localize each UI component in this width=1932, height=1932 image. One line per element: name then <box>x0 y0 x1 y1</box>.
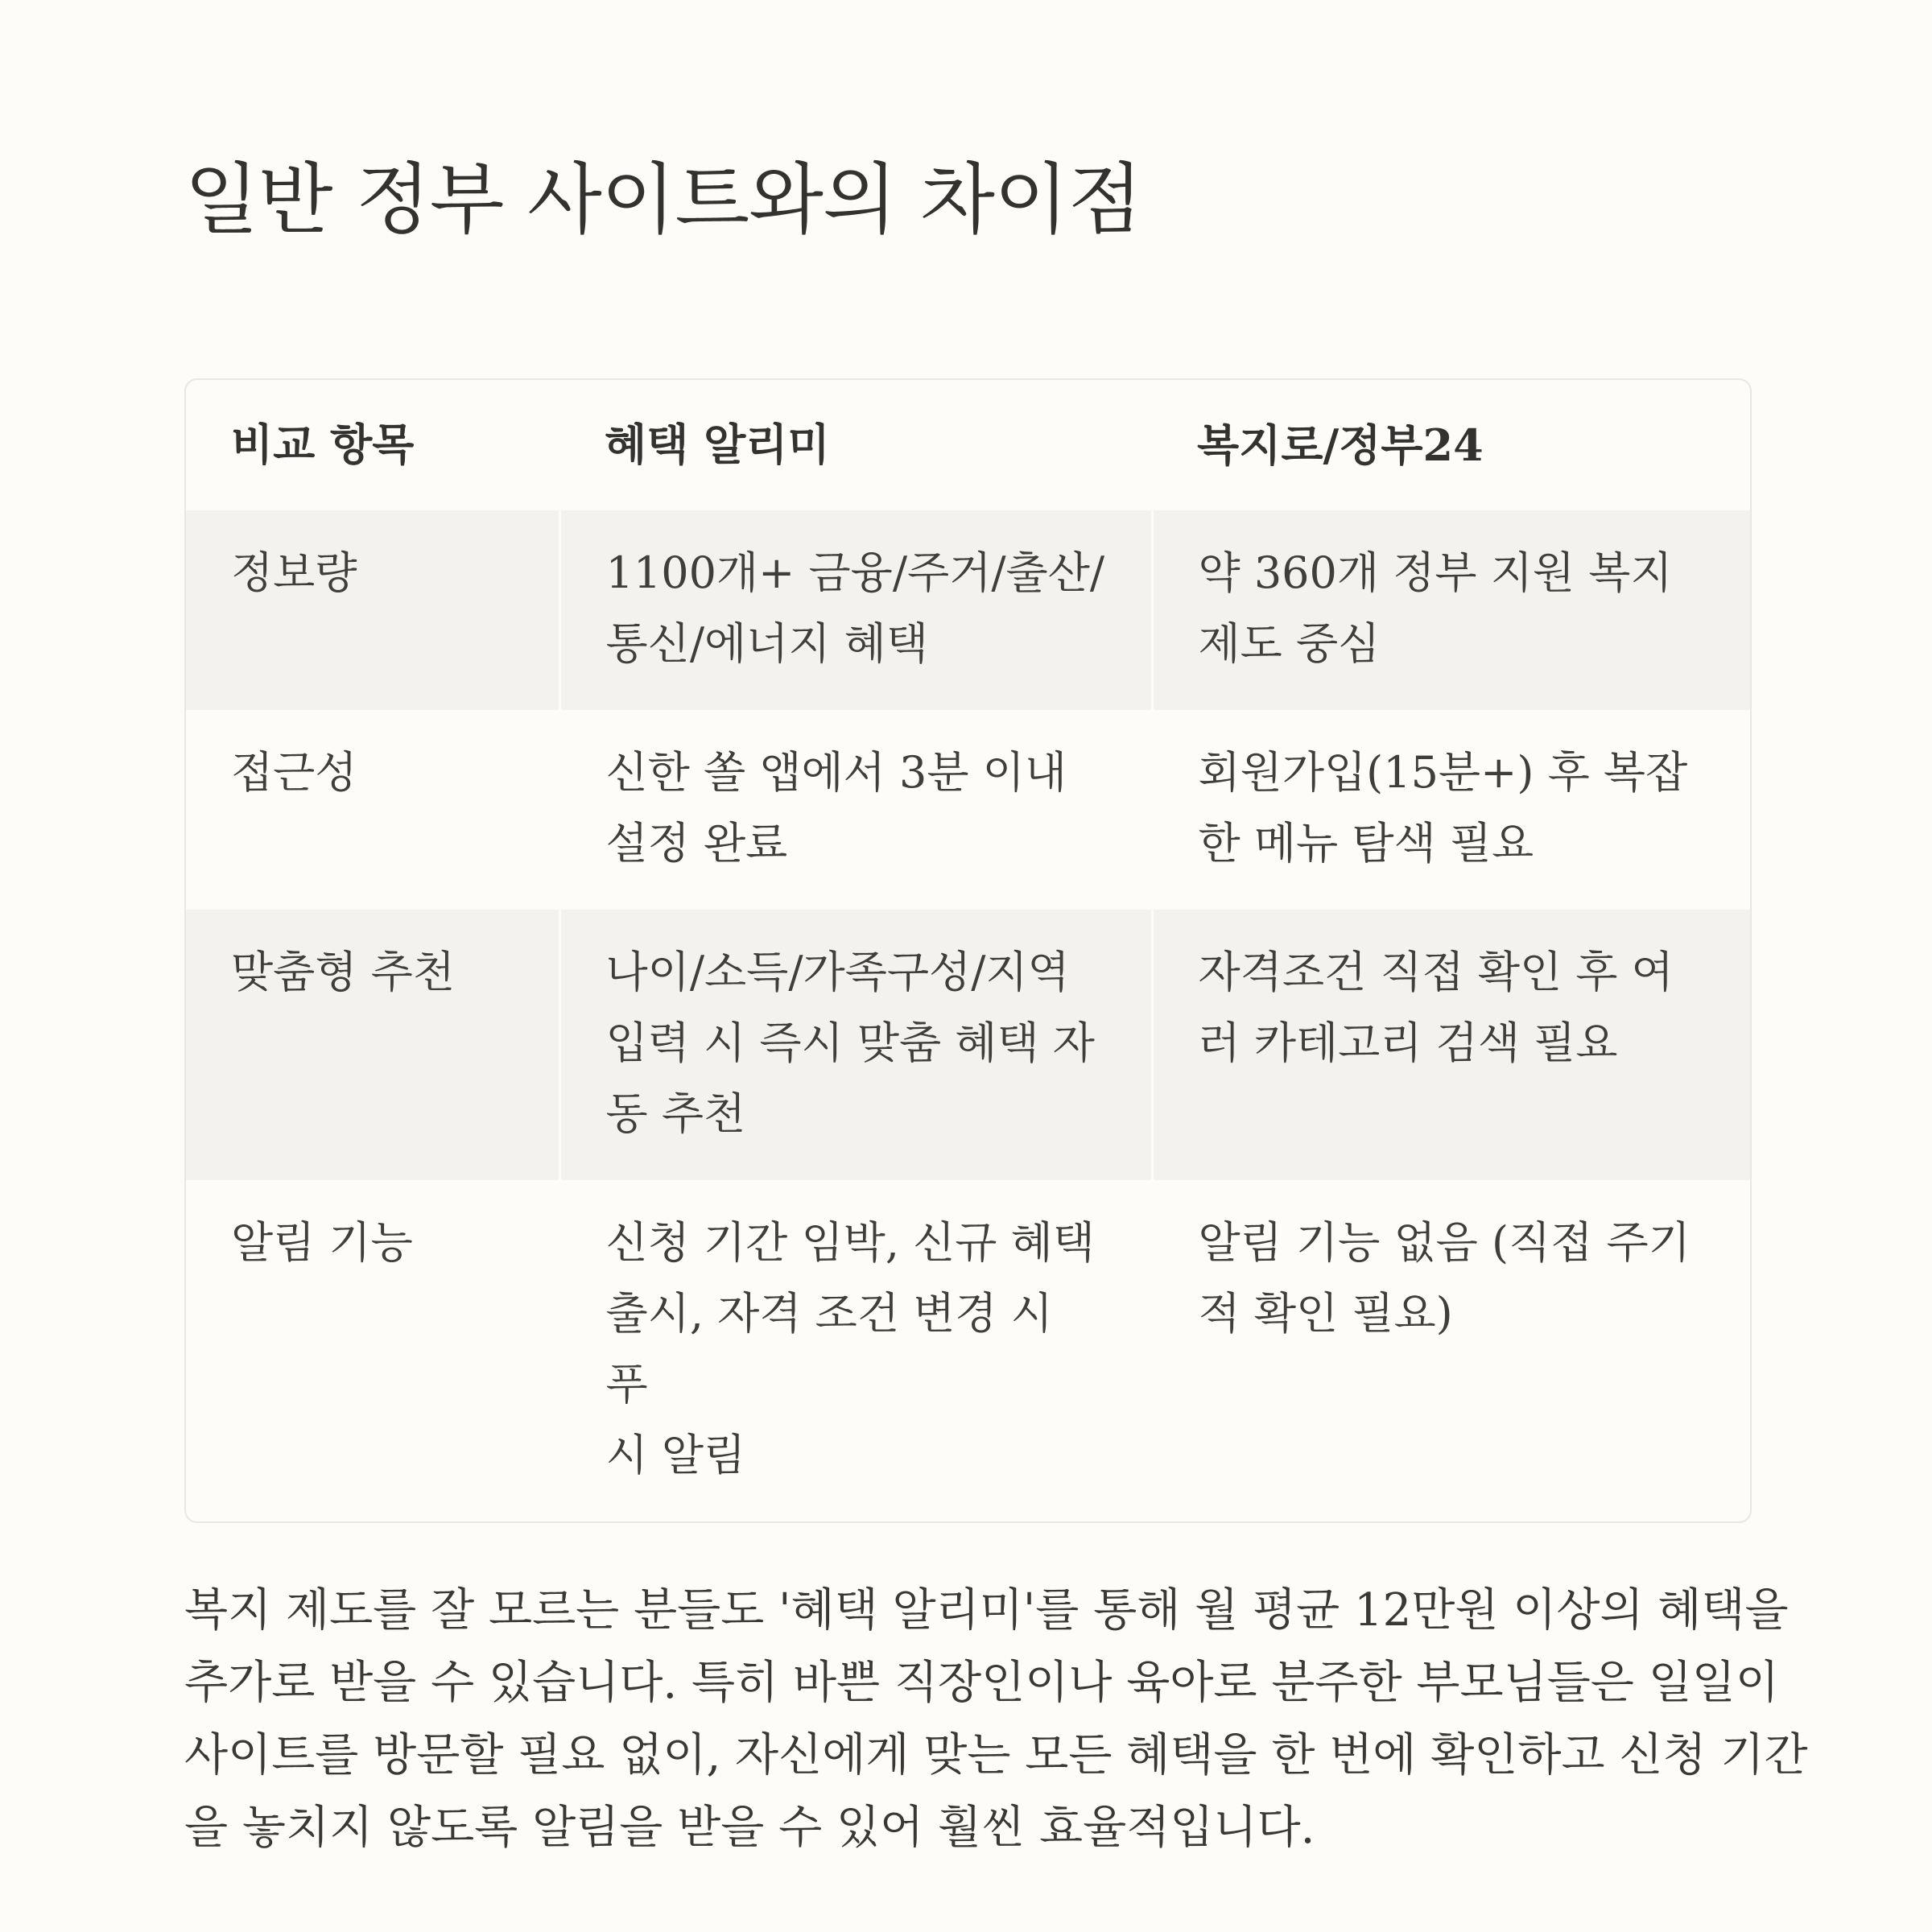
table-row <box>186 510 1750 710</box>
header-bokjiro-gov24: 복지로/정부24 <box>1197 419 1484 471</box>
summary-line: 복지 제도를 잘 모르는 분들도 '혜택 알리미'를 통해 월 평균 12만원 이상의 혜택을 <box>184 1584 1789 1637</box>
summary-line: 을 놓치지 않도록 알림을 받을 수 있어 훨씬 효율적입니다. <box>184 1802 1315 1854</box>
summary-paragraph <box>184 1575 1808 1864</box>
table-row <box>186 710 1750 910</box>
row-alimi-cell: 신청 기간 임박, 신규 혜택 출시, 자격 조건 변경 시 푸 시 알림 <box>559 1180 1152 1521</box>
summary-line: 추가로 받을 수 있습니다. 특히 바쁜 직장인이나 육아로 분주한 부모님들은 일일이 <box>184 1657 1779 1709</box>
row-gov-cell: 알림 기능 없음 (직접 주기 적 확인 필요) <box>1152 1180 1750 1521</box>
row-alimi-cell: 신한 쏠 앱에서 3분 이내 설정 완료 <box>559 710 1152 910</box>
row-alimi-cell: 나이/소득/가족구성/지역 입력 시 즉시 맞춤 혜택 자 동 추천 <box>559 910 1152 1180</box>
table-header-row <box>186 380 1750 510</box>
comparison-table <box>184 378 1752 1523</box>
row-gov-cell: 자격조건 직접 확인 후 여 러 카테고리 검색 필요 <box>1152 910 1750 1180</box>
summary-line: 사이트를 방문할 필요 없이, 자신에게 맞는 모든 혜택을 한 번에 확인하고 신청 기간 <box>184 1729 1808 1781</box>
page-title: 일반 정부 사이트와의 차이점 <box>184 155 1142 245</box>
row-item-label: 접근성 <box>231 747 357 798</box>
row-item-label: 정보량 <box>186 510 559 710</box>
row-gov-cell: 회원가입(15분+) 후 복잡 한 메뉴 탐색 필요 <box>1152 710 1750 910</box>
row-gov-cell: 약 360개 정부 지원 복지 제도 중심 <box>1152 510 1750 710</box>
header-benefit-alimi: 혜택 알리미 <box>605 419 830 470</box>
row-item-label: 알림 기능 <box>231 1217 413 1268</box>
row-alimi-cell: 1100개+ 금융/주거/출산/ 통신/에너지 혜택 <box>559 510 1152 710</box>
row-item-label: 맞춤형 추천 <box>186 910 559 1180</box>
table-row <box>186 910 1750 1180</box>
header-compare-item: 비교 항목 <box>231 419 415 470</box>
table-row <box>186 1180 1750 1521</box>
